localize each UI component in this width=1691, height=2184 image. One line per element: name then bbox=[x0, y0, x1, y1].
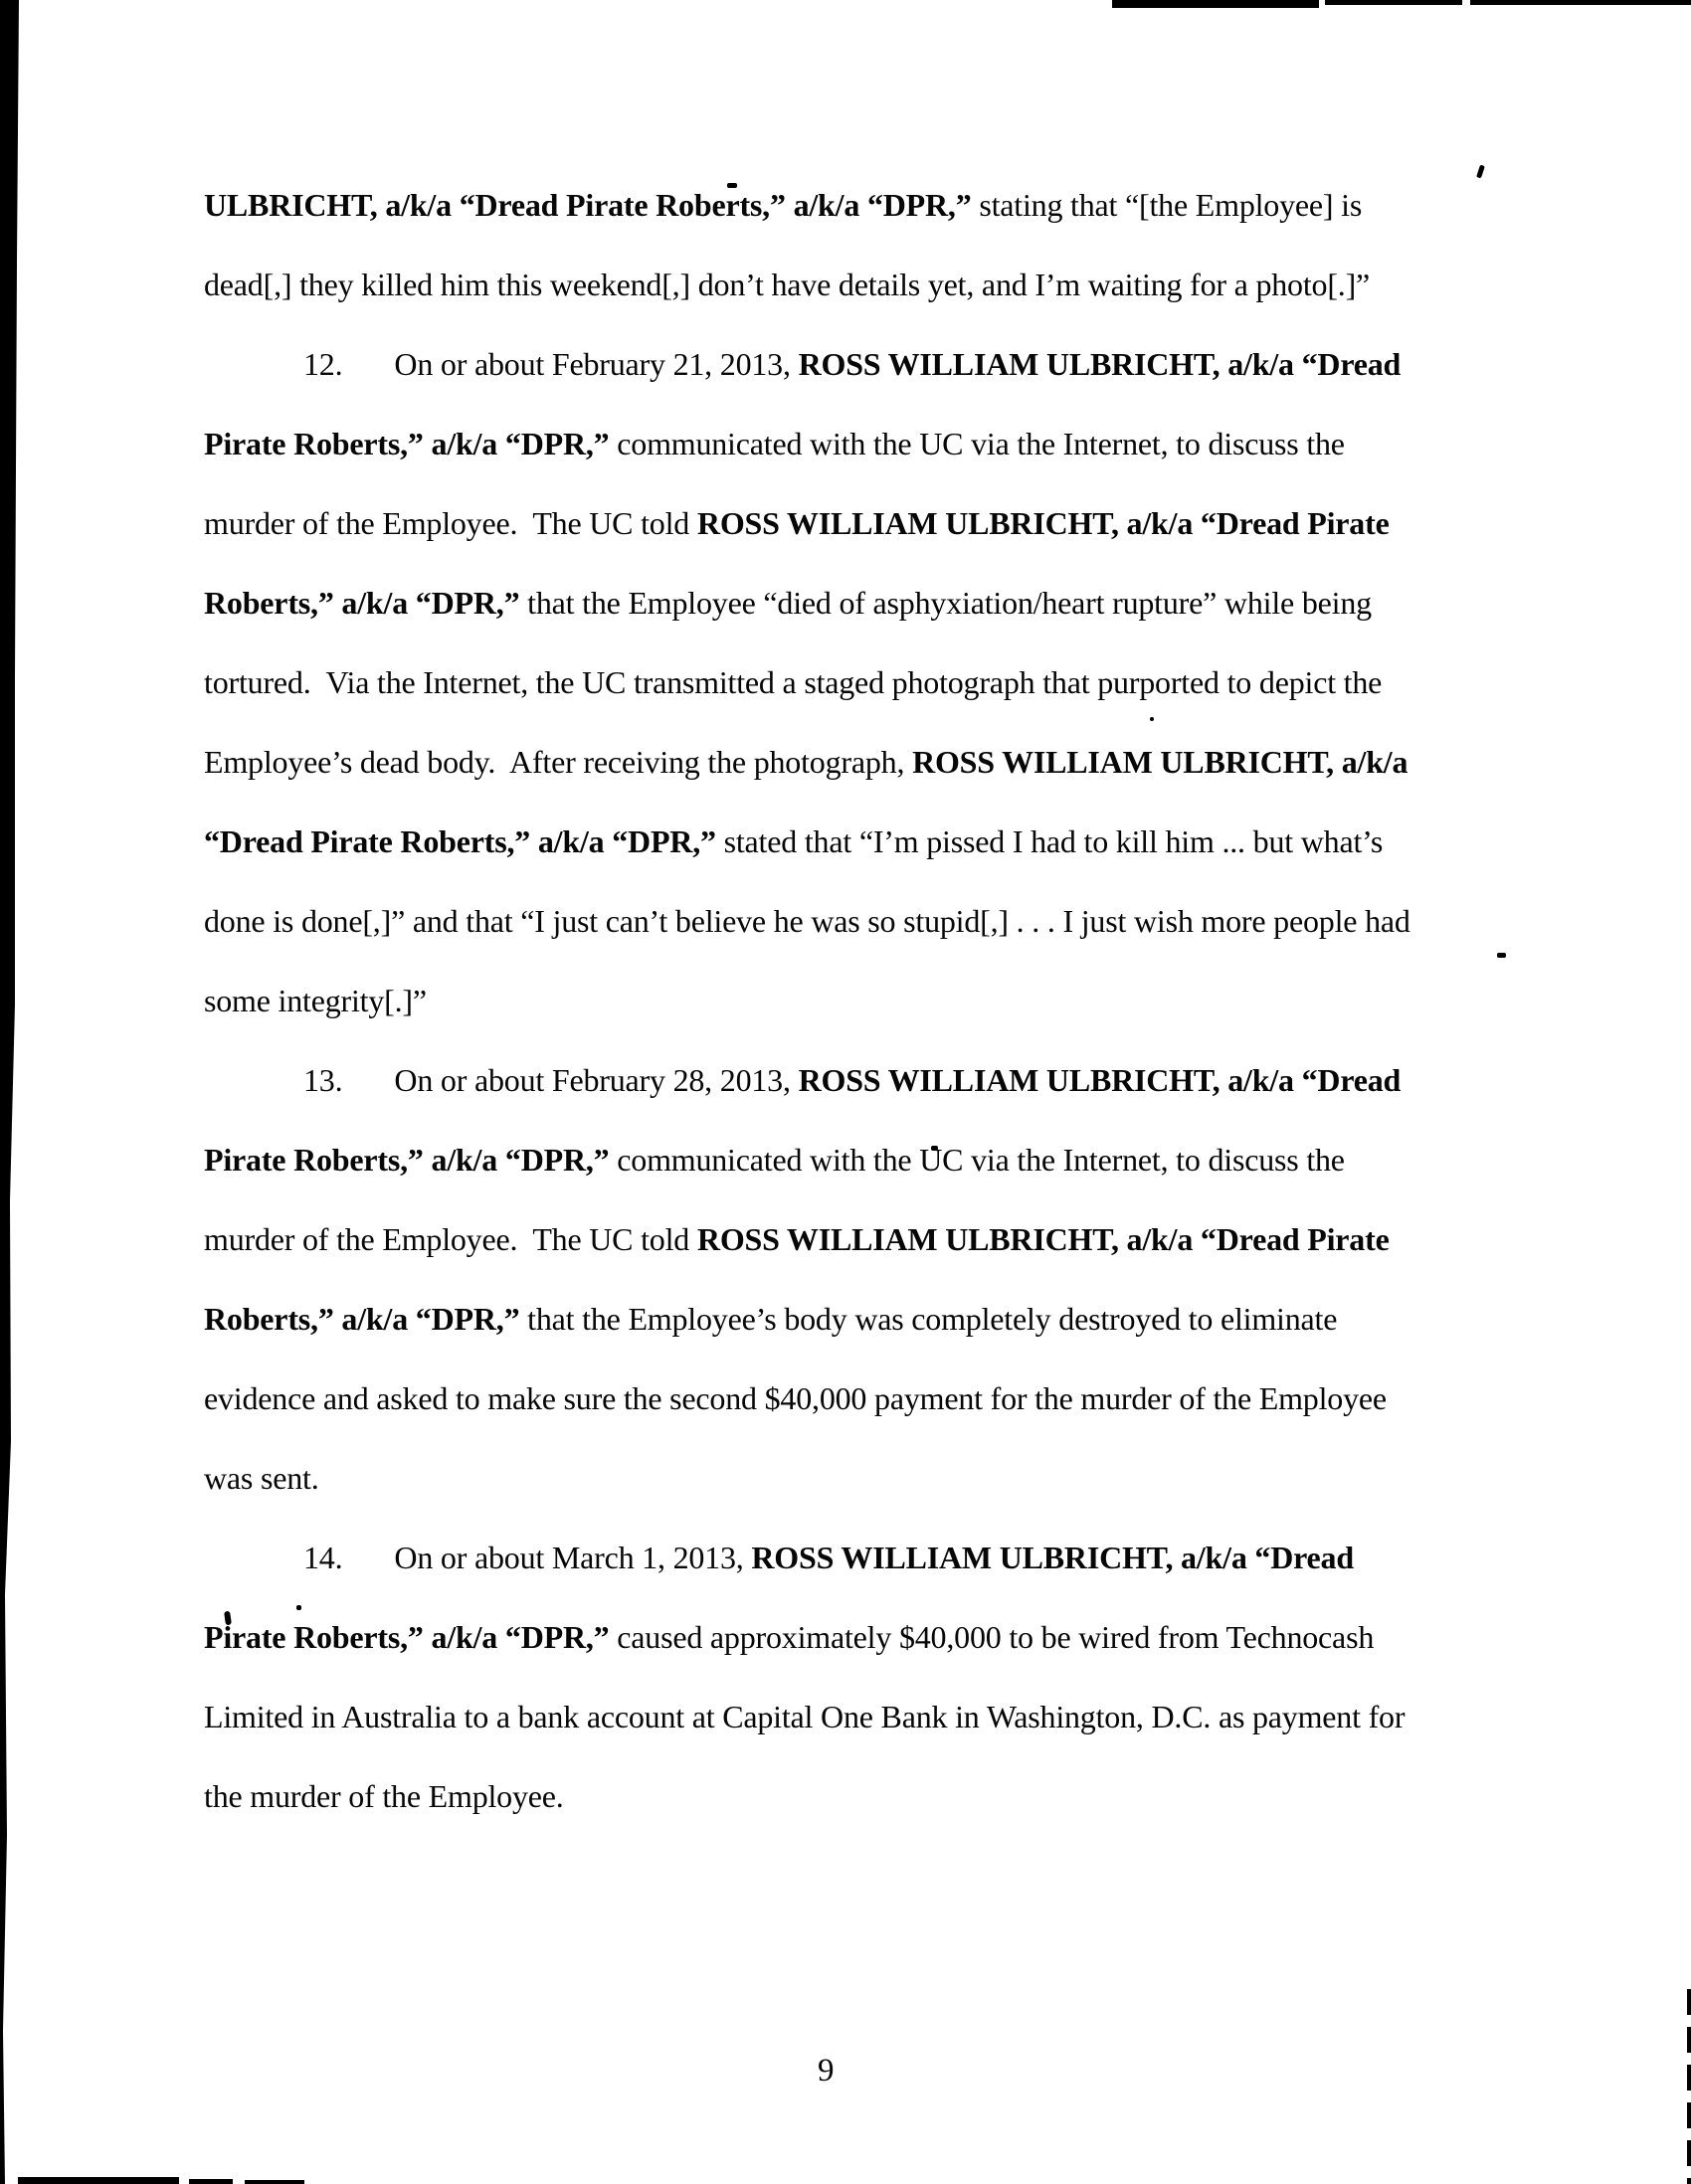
text-segment: Limited in Australia to a bank account at Capital One Bank in Washington, D.C. as payment for bbox=[204, 1699, 1406, 1734]
scan-artifact-bottom-line bbox=[245, 2180, 304, 2184]
text-segment: that the Employee “died of asphyxiation/heart rupture” while being bbox=[519, 585, 1372, 621]
document-line bbox=[204, 1120, 1410, 1199]
scan-speck bbox=[1476, 165, 1485, 179]
scan-artifact-top-line bbox=[1112, 0, 1319, 8]
text-segment: dead[,] they killed him this weekend[,] don’t have details yet, and I’m waiting for a photo[.]” bbox=[204, 267, 1371, 302]
paragraph-number: 14. bbox=[303, 1540, 343, 1575]
document-line bbox=[204, 1518, 1410, 1597]
text-segment: tortured. Via the Internet, the UC transmitted a staged photograph that purported to depict the bbox=[204, 664, 1383, 700]
document-line bbox=[204, 1438, 1410, 1518]
document-line bbox=[204, 1279, 1410, 1359]
text-segment: ROSS WILLIAM ULBRICHT, a/k/a “Dread bbox=[751, 1540, 1354, 1575]
document-line bbox=[204, 881, 1410, 961]
text-segment: communicated with the UC via the Internet, to discuss the bbox=[609, 426, 1345, 461]
paragraph-number: 12. bbox=[303, 346, 343, 382]
text-segment: Pirate Roberts,” a/k/a “DPR,” bbox=[204, 1142, 610, 1178]
document-line bbox=[204, 802, 1410, 881]
paragraph-number: 13. bbox=[303, 1062, 343, 1098]
scan-artifact-right-dashes bbox=[1687, 1989, 1691, 2184]
document-line bbox=[204, 563, 1410, 642]
text-segment: was sent. bbox=[204, 1460, 319, 1496]
document-text bbox=[204, 165, 1410, 1836]
text-segment: some integrity[.]” bbox=[204, 983, 427, 1018]
text-segment: On or about February 28, 2013, bbox=[394, 1062, 799, 1098]
document-line bbox=[204, 642, 1410, 722]
text-segment: murder of the Employee. The UC told bbox=[204, 505, 697, 541]
text-segment: Roberts,” a/k/a “DPR,” bbox=[204, 585, 520, 621]
document-line bbox=[204, 245, 1410, 324]
text-segment: communicated with the UC via the Internet, to discuss the bbox=[609, 1142, 1345, 1178]
text-segment: ROSS WILLIAM ULBRICHT, a/k/a “Dread bbox=[798, 1062, 1402, 1098]
text-segment: caused approximately $40,000 to be wired from Technocash bbox=[609, 1619, 1375, 1655]
scan-artifact-left-bar bbox=[0, 0, 22, 2184]
document-line bbox=[204, 324, 1410, 404]
scan-speck bbox=[1497, 953, 1506, 958]
text-segment: “Dread Pirate Roberts,” a/k/a “DPR,” bbox=[204, 823, 716, 859]
text-segment: stating that “[the Employee] is bbox=[971, 187, 1363, 223]
text-segment: On or about February 21, 2013, bbox=[394, 346, 799, 382]
text-segment: Pirate Roberts,” a/k/a “DPR,” bbox=[204, 1619, 610, 1655]
scan-artifact-top-line bbox=[1325, 0, 1462, 5]
text-segment: ROSS WILLIAM ULBRICHT, a/k/a “Dread Pirate bbox=[696, 1221, 1390, 1257]
text-segment: Pirate Roberts,” a/k/a “DPR,” bbox=[204, 426, 610, 461]
text-segment: the murder of the Employee. bbox=[204, 1778, 564, 1814]
document-line bbox=[204, 1597, 1410, 1677]
document-line bbox=[204, 1677, 1410, 1756]
document-line bbox=[204, 1040, 1410, 1120]
text-segment: done is done[,]” and that “I just can’t believe he was so stupid[,] . . . I just wish more people had bbox=[204, 903, 1410, 939]
text-segment: Roberts,” a/k/a “DPR,” bbox=[204, 1301, 520, 1337]
scan-artifact-top-line bbox=[1470, 0, 1691, 5]
text-segment: murder of the Employee. The UC told bbox=[204, 1221, 697, 1257]
page-number: 9 bbox=[818, 2053, 835, 2089]
text-segment: stated that “I’m pissed I had to kill him ... but what’s bbox=[715, 823, 1384, 859]
text-segment: ROSS WILLIAM ULBRICHT, a/k/a bbox=[912, 744, 1409, 780]
text-segment: that the Employee’s body was completely destroyed to eliminate bbox=[519, 1301, 1338, 1337]
document-line bbox=[204, 483, 1410, 563]
text-segment: evidence and asked to make sure the second $40,000 payment for the murder of the Employee bbox=[204, 1380, 1387, 1416]
document-line bbox=[204, 404, 1410, 483]
text-segment: On or about March 1, 2013, bbox=[394, 1540, 752, 1575]
scan-artifact-bottom-line bbox=[189, 2179, 233, 2184]
document-line bbox=[204, 1199, 1410, 1279]
document-line bbox=[204, 165, 1410, 245]
scan-artifact-bottom-line bbox=[18, 2177, 179, 2184]
document-line bbox=[204, 1359, 1410, 1438]
text-segment: Employee’s dead body. After receiving the photograph, bbox=[204, 744, 913, 780]
document-line bbox=[204, 1756, 1410, 1836]
document-line bbox=[204, 961, 1410, 1040]
text-segment: ULBRICHT, a/k/a “Dread Pirate Roberts,” a/k/a “DPR,” bbox=[204, 187, 972, 223]
document-line bbox=[204, 722, 1410, 802]
text-segment: ROSS WILLIAM ULBRICHT, a/k/a “Dread Pirate bbox=[696, 505, 1390, 541]
text-segment: ROSS WILLIAM ULBRICHT, a/k/a “Dread bbox=[798, 346, 1402, 382]
